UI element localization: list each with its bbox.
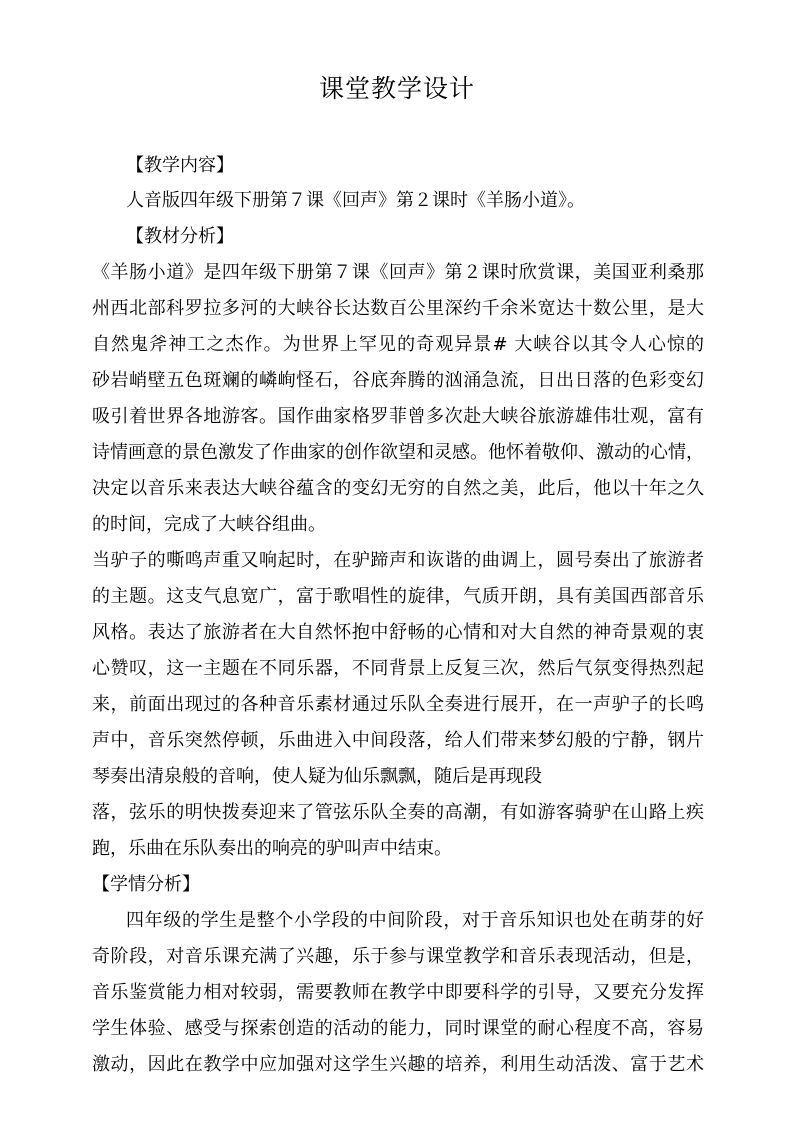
section-heading-content: 【教学内容】 xyxy=(126,155,234,176)
material-line: 声中，音乐突然停顿，乐曲进入中间段落，给人们带来梦幻般的宁静，钢片 xyxy=(92,730,704,751)
material-line: 琴奏出清泉般的音响，使人疑为仙乐飘飘，随后是再现段 xyxy=(92,766,542,787)
section-heading-students: 【学情分析】 xyxy=(92,874,200,895)
material-line: 落，弦乐的明快拨奏迎来了管弦乐队全奏的高潮，有如游客骑驴在山路上疾 xyxy=(92,802,704,823)
material-line: 诗情画意的景色激发了作曲家的创作欲望和灵感。他怀着敬仰、激动的心情， xyxy=(92,442,704,463)
material-line: 决定以音乐来表达大峡谷蕴含的变幻无穷的自然之美，此后，他以十年之久 xyxy=(92,478,704,499)
students-line: 四年级的学生是整个小学段的中间阶段，对于音乐知识也处在萌芽的好 xyxy=(126,910,704,931)
material-line: 的主题。这支气息宽广，富于歌唱性的旋律，气质开朗，具有美国西部音乐 xyxy=(92,586,704,607)
students-line: 学生体验、感受与探索创造的活动的能力，同时课堂的耐心程度不高，容易 xyxy=(92,1018,704,1039)
material-line: 跑，乐曲在乐队奏出的响亮的驴叫声中结束。 xyxy=(92,838,452,859)
material-line: 的时间，完成了大峡谷组曲。 xyxy=(92,514,326,535)
section-heading-material: 【教材分析】 xyxy=(126,226,234,247)
material-line: 心赞叹，这一主题在不同乐器，不同背景上反复三次，然后气氛变得热烈起 xyxy=(92,658,704,679)
material-line: 来，前面出现过的各种音乐素材通过乐队全奏进行展开，在一声驴子的长鸣 xyxy=(92,694,704,715)
material-line: 砂岩峭壁五色斑斓的嶙峋怪石，谷底奔腾的汹涌急流，日出日落的色彩变幻 xyxy=(92,370,704,391)
material-line: 州西北部科罗拉多河的大峡谷长达数百公里深约千余米宽达十数公里，是大 xyxy=(92,298,704,319)
students-line: 音乐鉴赏能力相对较弱，需要教师在教学中即要科学的引导，又要充分发挥 xyxy=(92,982,704,1003)
students-line: 激动，因此在教学中应加强对这学生兴趣的培养，利用生动活泼、富于艺术 xyxy=(92,1054,704,1075)
page-title: 课堂教学设计 xyxy=(318,74,475,103)
material-line: 自然鬼斧神工之杰作。为世界上罕见的奇观异景# 大峡谷以其令人心惊的 xyxy=(92,334,704,355)
content-line: 人音版四年级下册第７课《回声》第２课时《羊肠小道》。 xyxy=(126,190,585,211)
material-line: 当驴子的嘶鸣声重又响起时，在驴蹄声和诙谐的曲调上，圆号奏出了旅游者 xyxy=(92,550,704,571)
material-line: 吸引着世界各地游客。国作曲家格罗菲曾多次赴大峡谷旅游雄伟壮观，富有 xyxy=(92,406,704,427)
material-line: 风格。表达了旅游者在大自然怀抱中舒畅的心情和对大自然的神奇景观的衷 xyxy=(92,622,704,643)
students-line: 奇阶段，对音乐课充满了兴趣，乐于参与课堂教学和音乐表现活动，但是， xyxy=(92,946,704,967)
material-line: 《羊肠小道》是四年级下册第７课《回声》第２课时欣赏课，美国亚利桑那 xyxy=(92,262,704,283)
